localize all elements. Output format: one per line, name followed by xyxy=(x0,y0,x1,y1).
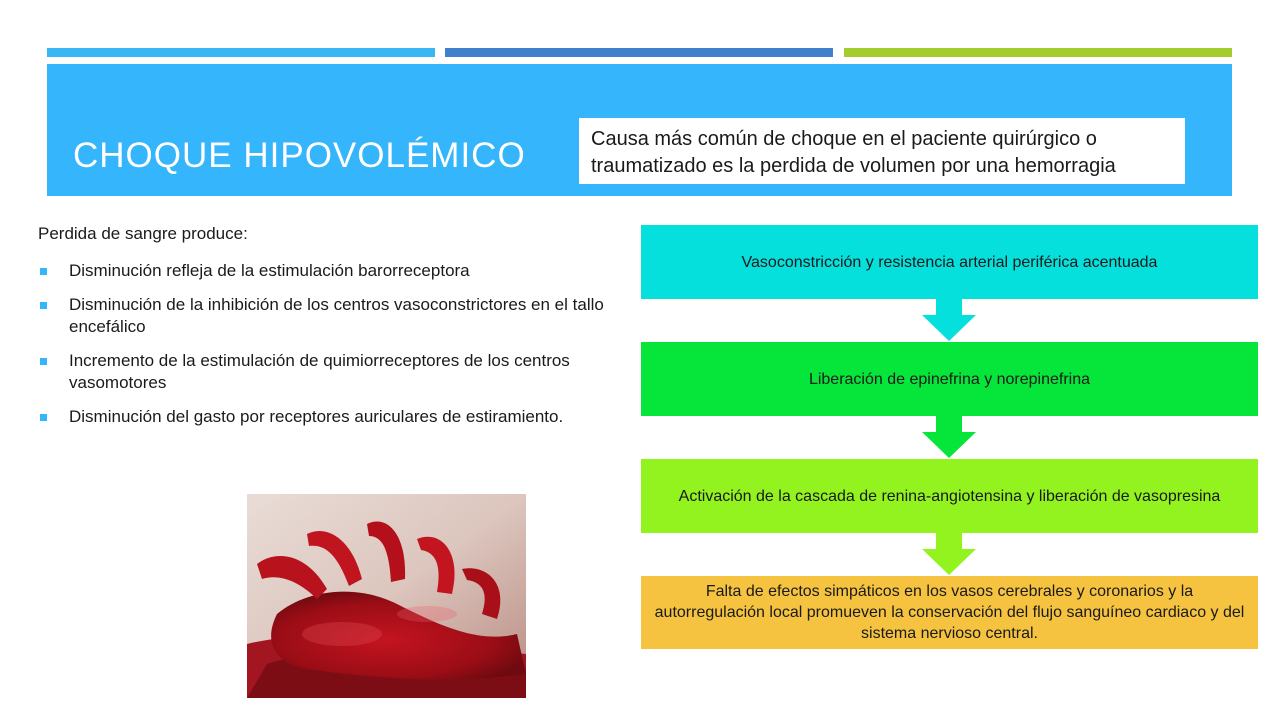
accent-bar-2 xyxy=(445,48,833,57)
slide-title: CHOQUE HIPOVOLÉMICO xyxy=(73,136,526,175)
flow-step-3: Activación de la cascada de renina-angiotensina y liberación de vasopresina xyxy=(641,459,1258,533)
down-arrow-icon xyxy=(922,414,976,458)
square-bullet-icon xyxy=(40,358,47,365)
bullet-item xyxy=(38,406,613,428)
callout-box: Causa más común de choque en el paciente quirúrgico o traumatizado es la perdida de volumen por una hemorragia xyxy=(579,118,1185,184)
square-bullet-icon xyxy=(40,414,47,421)
bullet-item xyxy=(38,294,613,338)
bullet-list xyxy=(38,260,613,440)
bullet-text: Disminución del gasto por receptores auriculares de estiramiento. xyxy=(69,407,564,426)
bullet-item xyxy=(38,350,613,394)
bullet-text: Disminución de la inhibición de los centros vasoconstrictores en el tallo encefálico xyxy=(69,295,604,336)
square-bullet-icon xyxy=(40,268,47,275)
accent-bar-1 xyxy=(47,48,435,57)
intro-text: Perdida de sangre produce: xyxy=(38,224,248,243)
bullet-item xyxy=(38,260,613,282)
bloody-hand-photo xyxy=(247,494,526,698)
down-arrow-icon xyxy=(922,297,976,341)
accent-bar-3 xyxy=(844,48,1232,57)
square-bullet-icon xyxy=(40,302,47,309)
down-arrow-icon xyxy=(922,531,976,575)
flow-step-2: Liberación de epinefrina y norepinefrina xyxy=(641,342,1258,416)
bullet-text: Disminución refleja de la estimulación barorreceptora xyxy=(69,261,470,280)
flow-step-1: Vasoconstricción y resistencia arterial periférica acentuada xyxy=(641,225,1258,299)
slide-header xyxy=(47,64,1232,196)
flow-step-4: Falta de efectos simpáticos en los vasos cerebrales y coronarios y la autorregulación local promueven la conservación del flujo sanguíneo cardiaco y del sistema nervioso central. xyxy=(641,576,1258,649)
bullet-text: Incremento de la estimulación de quimiorreceptores de los centros vasomotores xyxy=(69,351,570,392)
